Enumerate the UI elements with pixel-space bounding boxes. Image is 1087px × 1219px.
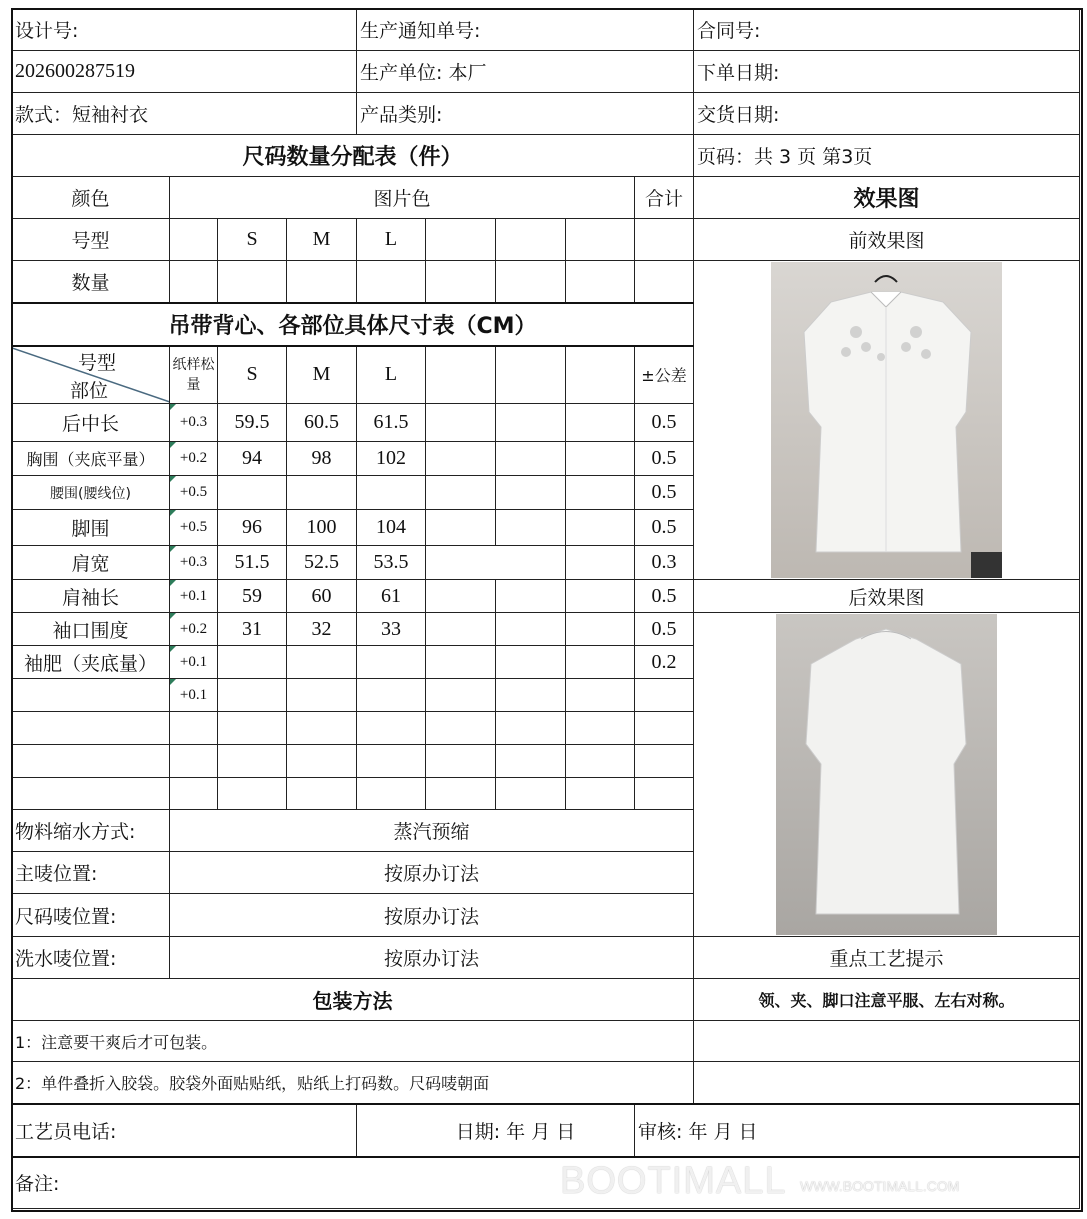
empty-cell[interactable] — [565, 645, 635, 679]
ease-value: +0.1 — [169, 678, 218, 712]
empty-cell[interactable] — [425, 509, 496, 546]
empty-cell[interactable] — [565, 678, 635, 712]
empty-cell[interactable] — [425, 403, 496, 442]
size-header-cell: L — [356, 218, 426, 261]
size-header-cell: M — [286, 218, 357, 261]
empty-cell[interactable] — [425, 711, 496, 745]
quantity-input-cell[interactable] — [169, 260, 218, 303]
empty-cell[interactable] — [169, 777, 218, 810]
notice-no-label: 生产通知单号: — [356, 8, 694, 51]
corner-part-label: 部位 — [70, 380, 109, 402]
wash-label-position-value: 按原办订法 — [169, 936, 694, 979]
measure-part: 袖肥（夹底量） — [11, 645, 170, 679]
ease-value: +0.2 — [169, 441, 218, 476]
design-no-value: 202600287519 — [11, 50, 357, 93]
empty-cell[interactable] — [565, 777, 635, 810]
empty-cell[interactable] — [495, 509, 566, 546]
measure-part — [11, 678, 170, 712]
ease-value: +0.1 — [169, 645, 218, 679]
front-effect-label: 前效果图 — [693, 218, 1080, 261]
empty-cell[interactable] — [425, 545, 566, 580]
empty-cell[interactable] — [495, 579, 566, 613]
empty-cell[interactable] — [495, 678, 566, 712]
empty-cell[interactable] — [634, 777, 694, 810]
measure-part: 肩宽 — [11, 545, 170, 580]
divider — [12, 302, 694, 304]
packing-step-1: 1：注意要干爽后才可包装。 — [11, 1020, 694, 1062]
comment-marker — [170, 510, 176, 516]
comment-marker — [170, 442, 176, 448]
size-m-value[interactable]: 52.5 — [286, 545, 357, 580]
tolerance-value: 0.2 — [634, 645, 694, 679]
technician-phone-label: 工艺员电话: — [11, 1103, 357, 1157]
ease-header: 纸样松量 — [169, 345, 218, 404]
size-header-cell — [425, 218, 496, 261]
craft-empty-row — [693, 1061, 1080, 1104]
size-header-cell: S — [217, 218, 287, 261]
ease-value: +0.3 — [169, 403, 218, 442]
main-label-position-value: 按原办订法 — [169, 851, 694, 894]
size-l-value[interactable] — [356, 678, 426, 712]
measure-part: 脚围 — [11, 509, 170, 546]
empty-cell[interactable] — [565, 403, 635, 442]
color-label: 颜色 — [11, 176, 170, 219]
spec-empty-header — [495, 345, 566, 404]
empty-cell[interactable] — [425, 744, 496, 778]
size-l-value[interactable] — [356, 475, 426, 510]
empty-cell[interactable] — [356, 744, 426, 778]
craft-note: 领、夹、脚口注意平服、左右对称。 — [693, 978, 1080, 1021]
size-m-value[interactable]: 32 — [286, 612, 357, 646]
design-no-label: 设计号: — [11, 8, 357, 51]
empty-cell[interactable] — [495, 777, 566, 810]
comment-marker — [170, 613, 176, 619]
measure-part: 袖口围度 — [11, 612, 170, 646]
back-effect-label: 后效果图 — [693, 579, 1080, 613]
empty-cell[interactable] — [217, 711, 287, 745]
empty-cell[interactable] — [425, 678, 496, 712]
tolerance-value: 0.5 — [634, 579, 694, 613]
empty-cell[interactable] — [565, 545, 635, 580]
size-m-value[interactable] — [286, 475, 357, 510]
order-date-label: 下单日期: — [693, 50, 1080, 93]
empty-cell[interactable] — [565, 711, 635, 745]
size-m-value[interactable] — [286, 645, 357, 679]
effects-title: 效果图 — [693, 176, 1080, 219]
tolerance-value: 0.5 — [634, 475, 694, 510]
empty-cell[interactable] — [286, 744, 357, 778]
size-l-value[interactable]: 104 — [356, 509, 426, 546]
tolerance-value — [634, 678, 694, 712]
empty-cell[interactable] — [356, 711, 426, 745]
comment-marker — [170, 679, 176, 685]
quantity-input-cell[interactable] — [356, 260, 426, 303]
size-m-value[interactable]: 100 — [286, 509, 357, 546]
date-field[interactable]: 日期: 年 月 日 — [356, 1103, 635, 1157]
ease-value: +0.5 — [169, 475, 218, 510]
size-header-cell — [169, 218, 218, 261]
shrink-method-label: 物料缩水方式: — [11, 809, 170, 852]
size-m-value[interactable]: 98 — [286, 441, 357, 476]
empty-cell[interactable] — [169, 711, 218, 745]
main-label-position-label: 主唛位置: — [11, 851, 170, 894]
size-l-value[interactable]: 102 — [356, 441, 426, 476]
empty-cell[interactable] — [565, 475, 635, 510]
spec-size-header: M — [286, 345, 357, 404]
spec-empty-header — [565, 345, 635, 404]
size-s-value[interactable] — [217, 678, 287, 712]
front-effect-image — [771, 262, 1002, 578]
measure-part: 后中长 — [11, 403, 170, 442]
empty-cell[interactable] — [565, 509, 635, 546]
corner-header — [11, 345, 170, 404]
tolerance-value: 0.5 — [634, 403, 694, 442]
empty-cell[interactable] — [634, 744, 694, 778]
size-s-value[interactable]: 94 — [217, 441, 287, 476]
tolerance-header: ±公差 — [634, 345, 694, 404]
review-field[interactable]: 审核: 年 月 日 — [634, 1103, 1080, 1157]
comment-marker — [170, 404, 176, 410]
size-s-value[interactable]: 96 — [217, 509, 287, 546]
ease-value: +0.3 — [169, 545, 218, 580]
spec-table-title: 吊带背心、各部位具体尺寸表（CM） — [11, 302, 694, 346]
total-label: 合计 — [634, 176, 694, 219]
size-label-position-value: 按原办订法 — [169, 893, 694, 937]
empty-cell[interactable] — [286, 711, 357, 745]
craft-title: 重点工艺提示 — [693, 936, 1080, 979]
size-s-value[interactable]: 31 — [217, 612, 287, 646]
empty-cell[interactable] — [634, 711, 694, 745]
empty-cell[interactable] — [565, 612, 635, 646]
size-m-value[interactable]: 60.5 — [286, 403, 357, 442]
quantity-input-cell[interactable] — [217, 260, 287, 303]
style-field: 款式：短袖衬衣 — [11, 92, 357, 135]
delivery-date-label: 交货日期: — [693, 92, 1080, 135]
tolerance-value: 0.5 — [634, 441, 694, 476]
size-s-value[interactable]: 59 — [217, 579, 287, 613]
empty-cell[interactable] — [425, 475, 496, 510]
factory-field: 生产单位: 本厂 — [356, 50, 694, 93]
ease-value: +0.1 — [169, 579, 218, 613]
watermark-logo: BOOTIMALL — [560, 1160, 787, 1202]
empty-cell[interactable] — [425, 645, 496, 679]
empty-cell[interactable] — [425, 612, 496, 646]
size-l-value[interactable] — [356, 645, 426, 679]
empty-cell[interactable] — [425, 441, 496, 476]
measure-part: 胸围（夹底平量） — [11, 441, 170, 476]
quantity-input-cell[interactable] — [286, 260, 357, 303]
packing-title: 包装方法 — [11, 978, 694, 1021]
craft-empty-row — [693, 1020, 1080, 1062]
size-l-value[interactable]: 53.5 — [356, 545, 426, 580]
empty-cell[interactable] — [495, 441, 566, 476]
measure-part: 肩袖长 — [11, 579, 170, 613]
contract-no-label: 合同号: — [693, 8, 1080, 51]
measure-part: 腰围(腰线位) — [11, 475, 170, 510]
divider — [12, 1156, 1080, 1158]
size-s-value[interactable] — [217, 645, 287, 679]
divider — [12, 345, 694, 347]
empty-cell[interactable] — [565, 579, 635, 613]
size-label: 号型 — [11, 218, 170, 261]
size-header-cell — [565, 218, 635, 261]
back-effect-image — [776, 614, 997, 935]
empty-cell[interactable] — [495, 475, 566, 510]
size-label-position-label: 尺码唛位置: — [11, 893, 170, 937]
comment-marker — [170, 546, 176, 552]
tolerance-value: 0.5 — [634, 509, 694, 546]
divider — [12, 1103, 1080, 1105]
empty-cell[interactable] — [11, 711, 170, 745]
corner-size-label: 号型 — [78, 352, 117, 374]
size-l-value[interactable]: 61 — [356, 579, 426, 613]
tolerance-value: 0.3 — [634, 545, 694, 580]
empty-cell[interactable] — [495, 711, 566, 745]
spec-size-header: S — [217, 345, 287, 404]
color-value: 图片色 — [169, 176, 635, 219]
empty-cell[interactable] — [217, 744, 287, 778]
empty-cell[interactable] — [565, 441, 635, 476]
size-l-value[interactable]: 61.5 — [356, 403, 426, 442]
watermark-url: WWW.BOOTIMALL.COM — [800, 1178, 960, 1194]
spec-size-header: L — [356, 345, 426, 404]
comment-marker — [170, 476, 176, 482]
empty-cell[interactable] — [495, 744, 566, 778]
ease-value: +0.2 — [169, 612, 218, 646]
size-header-cell — [634, 218, 694, 261]
packing-step-2: 2：单件叠折入胶袋。胶袋外面贴贴纸，贴纸上打码数。尺码唛朝面 — [11, 1061, 694, 1104]
comment-marker — [170, 580, 176, 586]
empty-cell[interactable] — [169, 744, 218, 778]
category-field: 产品类别: — [356, 92, 694, 135]
size-s-value[interactable] — [217, 475, 287, 510]
empty-cell[interactable] — [11, 777, 170, 810]
size-l-value[interactable]: 33 — [356, 612, 426, 646]
size-s-value[interactable]: 59.5 — [217, 403, 287, 442]
quantity-table-title: 尺码数量分配表（件） — [11, 134, 694, 177]
wash-label-position-label: 洗水唛位置: — [11, 936, 170, 979]
ease-value: +0.5 — [169, 509, 218, 546]
empty-cell[interactable] — [425, 579, 496, 613]
remarks-field[interactable]: 备注: — [11, 1156, 1080, 1209]
size-header-cell — [495, 218, 566, 261]
empty-cell[interactable] — [565, 744, 635, 778]
empty-cell[interactable] — [286, 777, 357, 810]
page-info: 页码：共 3 页 第3页 — [693, 134, 1080, 177]
size-s-value[interactable]: 51.5 — [217, 545, 287, 580]
empty-cell[interactable] — [495, 612, 566, 646]
empty-cell[interactable] — [495, 645, 566, 679]
empty-cell[interactable] — [356, 777, 426, 810]
shrink-method-value: 蒸汽预缩 — [169, 809, 694, 852]
quantity-input-cell[interactable] — [634, 260, 694, 303]
quantity-input-cell[interactable] — [565, 260, 635, 303]
spec-empty-header — [425, 345, 496, 404]
empty-cell[interactable] — [11, 744, 170, 778]
quantity-input-cell[interactable] — [425, 260, 496, 303]
comment-marker — [170, 646, 176, 652]
size-m-value[interactable]: 60 — [286, 579, 357, 613]
quantity-input-cell[interactable] — [495, 260, 566, 303]
size-m-value[interactable] — [286, 678, 357, 712]
empty-cell[interactable] — [495, 403, 566, 442]
tolerance-value: 0.5 — [634, 612, 694, 646]
quantity-label: 数量 — [11, 260, 170, 303]
empty-cell[interactable] — [425, 777, 496, 810]
empty-cell[interactable] — [217, 777, 287, 810]
